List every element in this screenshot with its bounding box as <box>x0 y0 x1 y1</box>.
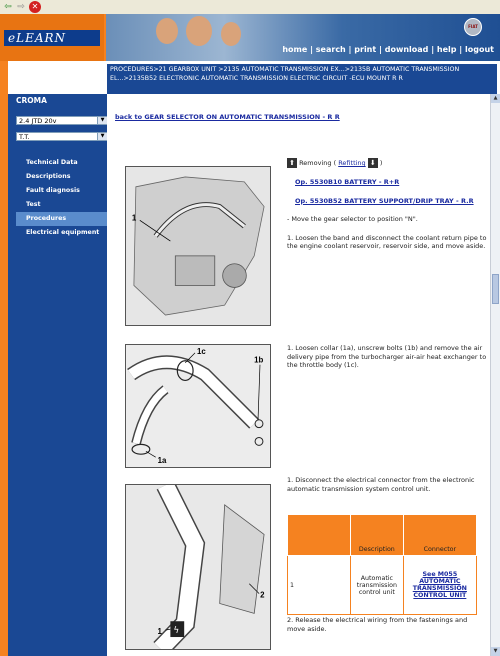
sidebar-item-fault-diagnosis[interactable]: Fault diagnosis <box>26 187 80 194</box>
gearbox-select-value: T.T. <box>19 133 30 141</box>
sidebar-item-test[interactable]: Test <box>26 201 41 208</box>
scroll-thumb[interactable] <box>492 274 499 304</box>
fiat-badge-icon: FIAT <box>464 18 482 36</box>
header-photo-face <box>221 22 241 46</box>
nav-separator: | <box>310 45 313 54</box>
nav-separator: | <box>459 45 463 54</box>
connector-table <box>287 514 477 615</box>
refitting-link[interactable]: Refitting <box>338 159 366 167</box>
sidebar-item-electrical-equipment[interactable]: Electrical equipment <box>26 229 100 236</box>
control-unit-diagram <box>126 485 270 649</box>
step-block-1 <box>287 158 487 251</box>
logo-area <box>0 14 104 61</box>
table-header <box>288 515 351 556</box>
scroll-up-icon[interactable]: ▲ <box>491 94 500 103</box>
step-loosen-collar: 1. Loosen collar (1a), unscrew bolts (1b) and remove the air delivery pipe from the turbocharger air-air heat exchanger to the throttle body (1c). <box>287 344 487 369</box>
refitting-icon: ⬇ <box>368 158 378 168</box>
back-link[interactable]: back to GEAR SELECTOR ON AUTOMATIC TRANSMISSION - R R <box>115 113 340 121</box>
engine-select[interactable] <box>16 116 108 125</box>
figure-callout: 1a <box>157 456 167 466</box>
header-photo-face <box>156 18 178 44</box>
connector-link[interactable]: See M055 AUTOMATIC TRANSMISSION CONTROL UNIT <box>412 571 467 599</box>
op-battery-link[interactable]: Op. 5530B10 BATTERY - R+R <box>295 178 400 186</box>
figure-callout: 2 <box>260 590 265 600</box>
nav-print-link[interactable]: print <box>354 45 377 54</box>
content-scrollbar[interactable] <box>490 94 500 656</box>
table-header: Description <box>351 515 404 556</box>
engine-select-value: 2.4 JTD 20v <box>19 117 57 125</box>
step-loosen-band: 1. Loosen the band and disconnect the coolant return pipe to the engine coolant reservoir, reservoir side, and move aside. <box>287 233 487 250</box>
nav-help-link[interactable]: help <box>436 45 457 54</box>
nav-logout-link[interactable]: logout <box>465 45 494 54</box>
forward-arrow-icon[interactable]: ⇨ <box>17 2 25 12</box>
nav-separator: | <box>431 45 435 54</box>
nav-download-link[interactable]: download <box>384 45 429 54</box>
table-cell-num: 1 <box>288 556 351 615</box>
sidebar-item-procedures[interactable]: Procedures <box>16 212 107 226</box>
nav-separator: | <box>379 45 382 54</box>
table-row <box>288 556 477 615</box>
step-move-gear: - Move the gear selector to position "N". <box>287 215 418 223</box>
air-pipe-diagram <box>126 345 270 467</box>
figure-callout: 1 <box>131 213 137 223</box>
table-header-row <box>288 515 477 556</box>
procedure-figure-2 <box>125 344 271 468</box>
header-photo-face <box>186 16 212 46</box>
step-block-3 <box>287 476 487 493</box>
back-arrow-icon[interactable]: ⇦ <box>4 2 12 12</box>
left-accent-bar <box>0 61 8 656</box>
nav-home-link[interactable]: home <box>282 45 308 54</box>
sidebar-menu <box>16 156 107 240</box>
procedure-figure-1 <box>125 166 271 326</box>
nav-separator: | <box>348 45 352 54</box>
gearbox-select[interactable] <box>16 132 108 141</box>
step-disconnect-connector: 1. Disconnect the electrical connector from the electronic automatic transmission system control unit. <box>287 476 475 493</box>
step-block-2 <box>287 344 487 370</box>
op-battery-support-link[interactable]: Op. 5530B52 BATTERY SUPPORT/DRIP TRAY - R.R <box>295 196 474 205</box>
step-release-wiring: 2. Release the electrical wiring from the fastenings and move aside. <box>287 616 468 633</box>
figure-callout: 1 <box>157 627 162 637</box>
sidebar-item-technical-data[interactable]: Technical Data <box>26 159 78 166</box>
engine-diagram <box>126 167 270 325</box>
figure-callout: 1b <box>254 355 264 365</box>
elearn-logo: eLEARN <box>4 30 100 46</box>
step-block-4 <box>287 616 487 633</box>
chevron-down-icon[interactable]: ▼ <box>97 133 107 140</box>
procedure-figure-3 <box>125 484 271 650</box>
lightning-icon: ϟ <box>173 626 180 637</box>
browser-toolbar <box>0 0 500 15</box>
nav-search-link[interactable]: search <box>315 45 346 54</box>
figure-callout: 1c <box>197 346 206 356</box>
refitting-close: ) <box>379 159 383 167</box>
header <box>0 14 500 61</box>
main-content <box>107 94 490 656</box>
stop-icon[interactable]: ✕ <box>29 1 41 13</box>
table-header: Connector <box>403 515 476 556</box>
chevron-down-icon[interactable]: ▼ <box>97 117 107 124</box>
removing-line <box>287 158 487 168</box>
table-cell-connector <box>403 556 476 615</box>
scroll-down-icon[interactable]: ▼ <box>491 647 500 656</box>
top-navigation <box>282 45 494 54</box>
removing-label: Removing ( <box>299 159 337 167</box>
table-cell-description: Automatic transmission control unit <box>351 556 404 615</box>
sidebar <box>8 94 107 656</box>
model-name: CROMA <box>16 96 47 105</box>
sidebar-item-descriptions[interactable]: Descriptions <box>26 173 71 180</box>
removing-icon: ⬆ <box>287 158 297 168</box>
breadcrumb: PROCEDURES>21 GEARBOX UNIT >2135 AUTOMATIC TRANSMISSION EX...>2135B AUTOMATIC TRANSMISSION EL...>2135B52 ELECTRONIC AUTOMATIC TRANSMISSION ELECTRIC CIRCUIT -ECU MOUNT R R <box>107 64 497 94</box>
